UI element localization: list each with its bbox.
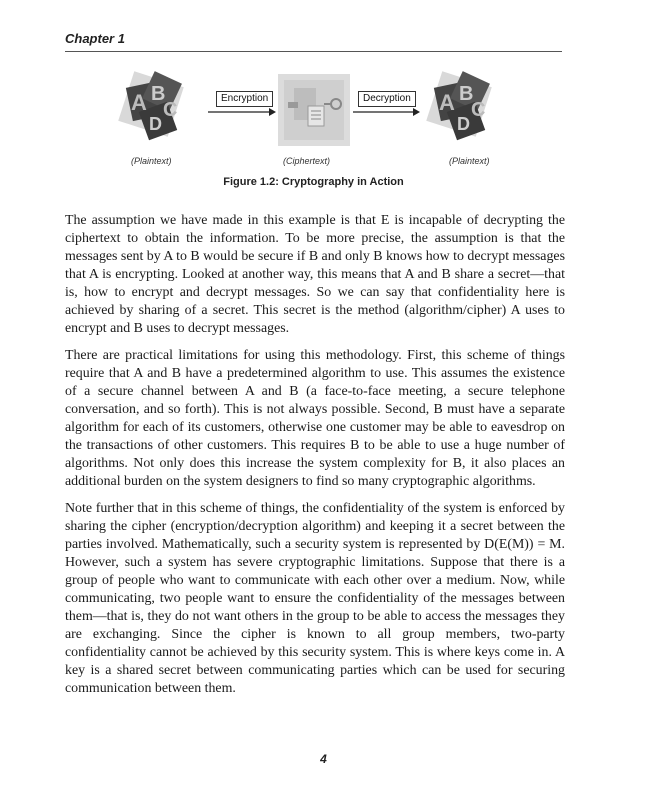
block-letter-b: B xyxy=(459,83,474,105)
paragraph: The assumption we have made in this example is that E is incapable of decrypting the ciphertext to obtain the information. To be more precise, the assumption is that the messages sent by A to B would be secure if B and only B knows how to decrypt messages that A is encrypting. Looked at another way, this means that A and B share a secret—that is, how to encrypt and decrypt messages. So we can say that confidentiality here is achieved by sharing of a secret. This secret is the method (algorithm/cipher) A uses to encrypt and B uses to decrypt messages. xyxy=(65,213,565,336)
ciphertext-lock-icon xyxy=(278,74,350,146)
paragraph: Note further that in this scheme of things, the confidentiality of the system is enforced by sharing the cipher (encryption/decryption algorithm) and keeping it a secret between the parties involved. Mathematically, such a security system is represented by D(E(M)) = M. However, such a system has severe cryptographic limitations. Suppose that there is a group of people who want to communicate with each other over a medium. Now, while communicating, two people want to ensure the confidentiality of the messages between them—that is, they do not want others in the group to be able to access the messages they are exchanging. Since the cipher is known to all group members, two-party confidentiality cannot be achieved by this security system. This is where keys come in. A key is a shared secret between communicating parties which can be used for securing communication between them. xyxy=(65,501,565,696)
decryption-label: Decryption xyxy=(358,91,416,107)
block-letter-a: A xyxy=(439,90,455,115)
ciphertext-label: (Ciphertext) xyxy=(283,156,331,166)
block-letter-c: C xyxy=(163,99,178,121)
block-letter-a: A xyxy=(131,90,147,115)
paragraph: There are practical limitations for using this methodology. First, this scheme of things require that A and B have a predetermined algorithm to use. This assumes the existence of a secure channel between A and B (a face-to-face meeting, a secure telephone conversation, and so forth). This is not always possible. Second, B must have a separate algorithm for each of its customers, otherwise one customer may be able to eavesdrop on the transactions of other customers. This requires B to be able to use a huge number of algorithms. Not only does this increase the system complexity for B, it also places an additional burden on the system designers to find so many cryptographic algorithms. xyxy=(65,348,565,489)
encryption-label: Encryption xyxy=(216,91,273,107)
page-number: 4 xyxy=(320,752,327,766)
body-text xyxy=(65,212,565,707)
header-rule xyxy=(65,51,562,52)
plaintext-label-right: (Plaintext) xyxy=(449,156,490,166)
figure-cryptography xyxy=(65,62,562,202)
block-letter-d: D xyxy=(457,114,470,134)
plaintext-label-left: (Plaintext) xyxy=(131,156,172,166)
block-letter-c: C xyxy=(471,99,486,121)
block-letter-d: D xyxy=(149,114,162,134)
block-letter-b: B xyxy=(151,83,166,105)
chapter-heading: Chapter 1 xyxy=(65,31,125,46)
plaintext-blocks-left-icon xyxy=(118,71,184,140)
plaintext-blocks-right-icon xyxy=(426,71,492,140)
figure-caption: Figure 1.2: Cryptography in Action xyxy=(223,176,404,188)
